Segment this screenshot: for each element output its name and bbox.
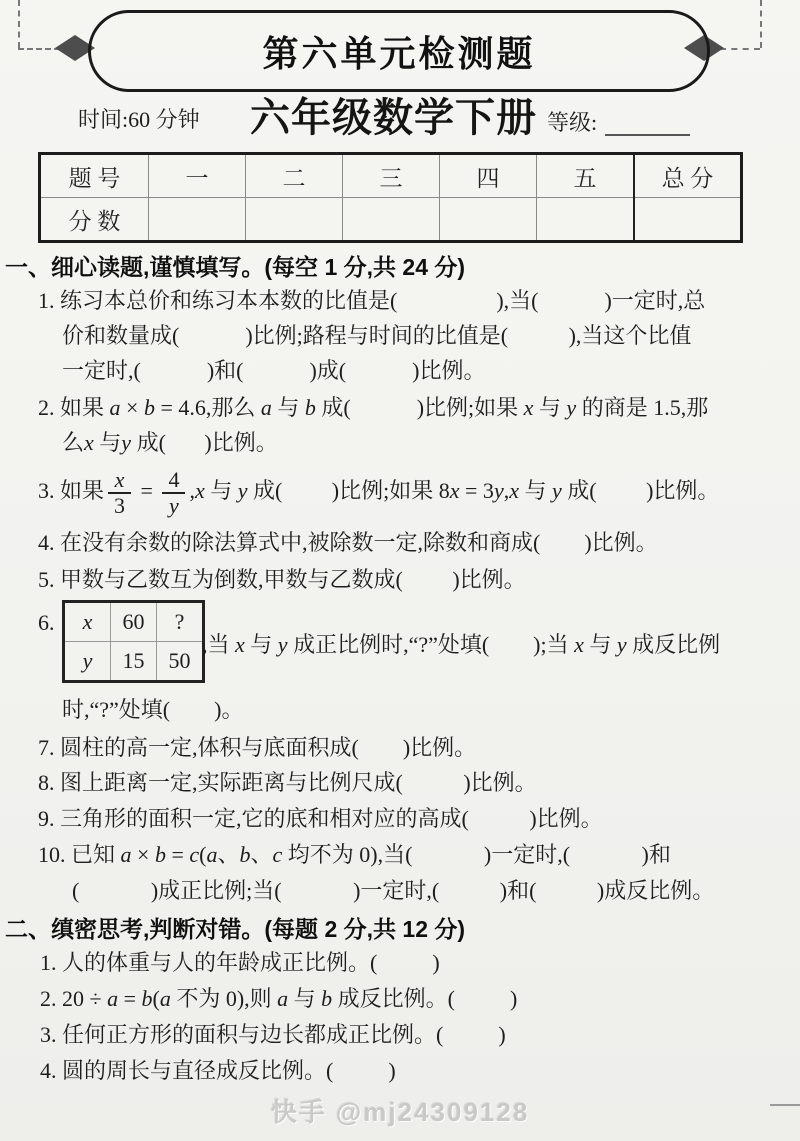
- score-table-header-row: [40, 154, 742, 198]
- score-cell-label: 题 号: [40, 154, 149, 198]
- book-title: 六年级数学下册: [250, 96, 537, 140]
- q6-cell-50: 50: [157, 642, 204, 682]
- question-1-line-2: 价和数量成( )比例;路程与时间的比值是( ),当这个比值: [62, 323, 692, 348]
- question-10-line-2: ( )成正比例;当( )一定时,( )和( )成反比例。: [72, 878, 715, 903]
- question-4-line-1: 4. 在没有余数的除法算式中,被除数一定,除数和商成( )比例。: [38, 530, 658, 555]
- table-row: [64, 642, 204, 682]
- question-1-line-3: 一定时,( )和( )成( )比例。: [62, 358, 486, 383]
- score-table: [38, 152, 743, 243]
- grade-label: 等级:: [547, 110, 598, 135]
- score-cell-2: 二: [246, 154, 343, 198]
- score-blank-total: [634, 198, 742, 242]
- question-6-table: [62, 600, 205, 683]
- bottom-right-line: [770, 1104, 800, 1106]
- judge-question-2: 2. 20 ÷ a = b(a 不为 0),则 a 与 b 成反比例。( ): [40, 986, 518, 1011]
- question-2-line-2: 么x 与y 成( )比例。: [62, 430, 278, 455]
- judge-question-4: 4. 圆的周长与直径成反比例。( ): [40, 1058, 396, 1083]
- q6-cell-60: 60: [111, 602, 157, 642]
- question-6-text: ,当 x 与 y 成正比例时,“?”处填( );当 x 与 y 成反比例: [202, 632, 721, 657]
- score-cell-total: 总 分: [634, 154, 742, 198]
- q6-cell-15: 15: [111, 642, 157, 682]
- table-row: [64, 602, 204, 642]
- score-blank-1: [149, 198, 246, 242]
- question-6-line-2: 时,“?”处填( )。: [62, 697, 244, 722]
- score-blank-3: [343, 198, 440, 242]
- score-cell-5: 五: [537, 154, 635, 198]
- score-blank-2: [246, 198, 343, 242]
- question-8-line-1: 8. 图上距离一定,实际距离与比例尺成( )比例。: [38, 770, 537, 795]
- score-blank-5: [537, 198, 635, 242]
- judge-question-3: 3. 任何正方形的面积与边长都成正比例。( ): [40, 1022, 506, 1047]
- score-cell-4: 四: [440, 154, 537, 198]
- dashed-corner-left-vertical: [18, 0, 20, 48]
- grade-blank-underline: [605, 134, 690, 136]
- question-1-line-1: 1. 练习本总价和练习本本数的比值是( ),当( )一定时,总: [38, 288, 706, 313]
- watermark: 快手 @mj24309128: [270, 1097, 530, 1127]
- dashed-corner-right-horizontal: [720, 48, 760, 50]
- judge-question-1: 1. 人的体重与人的年龄成正比例。( ): [40, 950, 440, 975]
- score-row-label: 分 数: [40, 198, 149, 242]
- title-banner: [88, 10, 710, 92]
- question-6-number: 6.: [38, 610, 55, 635]
- dashed-corner-left-horizontal: [18, 48, 60, 50]
- score-cell-1: 一: [149, 154, 246, 198]
- q6-cell-x: x: [64, 602, 111, 642]
- question-9-line-1: 9. 三角形的面积一定,它的底和相对应的高成( )比例。: [38, 806, 603, 831]
- score-table-score-row: [40, 198, 742, 242]
- score-blank-4: [440, 198, 537, 242]
- question-2-line-1: 2. 如果 a × b = 4.6,那么 a 与 b 成( )比例;如果 x 与 y 的商是 1.5,那: [38, 395, 709, 420]
- section-2-heading: 二、缜密思考,判断对错。(每题 2 分,共 12 分): [5, 916, 466, 942]
- q6-cell-question: ?: [157, 602, 204, 642]
- question-10-line-1: 10. 已知 a × b = c(a、b、c 均不为 0),当( )一定时,( )和: [38, 842, 671, 867]
- page-title: 第六单元检测题: [262, 33, 536, 74]
- section-1-heading: 一、细心读题,谨慎填写。(每空 1 分,共 24 分): [5, 254, 466, 280]
- dashed-corner-right-vertical: [760, 0, 762, 48]
- question-5-line-1: 5. 甲数与乙数互为倒数,甲数与乙数成( )比例。: [38, 567, 526, 592]
- score-cell-3: 三: [343, 154, 440, 198]
- time-label: 时间:60 分钟: [78, 107, 200, 132]
- q6-cell-y: y: [64, 642, 111, 682]
- question-7-line-1: 7. 圆柱的高一定,体积与底面积成( )比例。: [38, 735, 477, 760]
- question-3-line-1: 3. 如果 $\frac{x}{3}$ = $\frac{4}{y}$ ,x 与 y 成( )比例;如果 8x = 3y,x 与 y 成( )比例。: [38, 466, 720, 518]
